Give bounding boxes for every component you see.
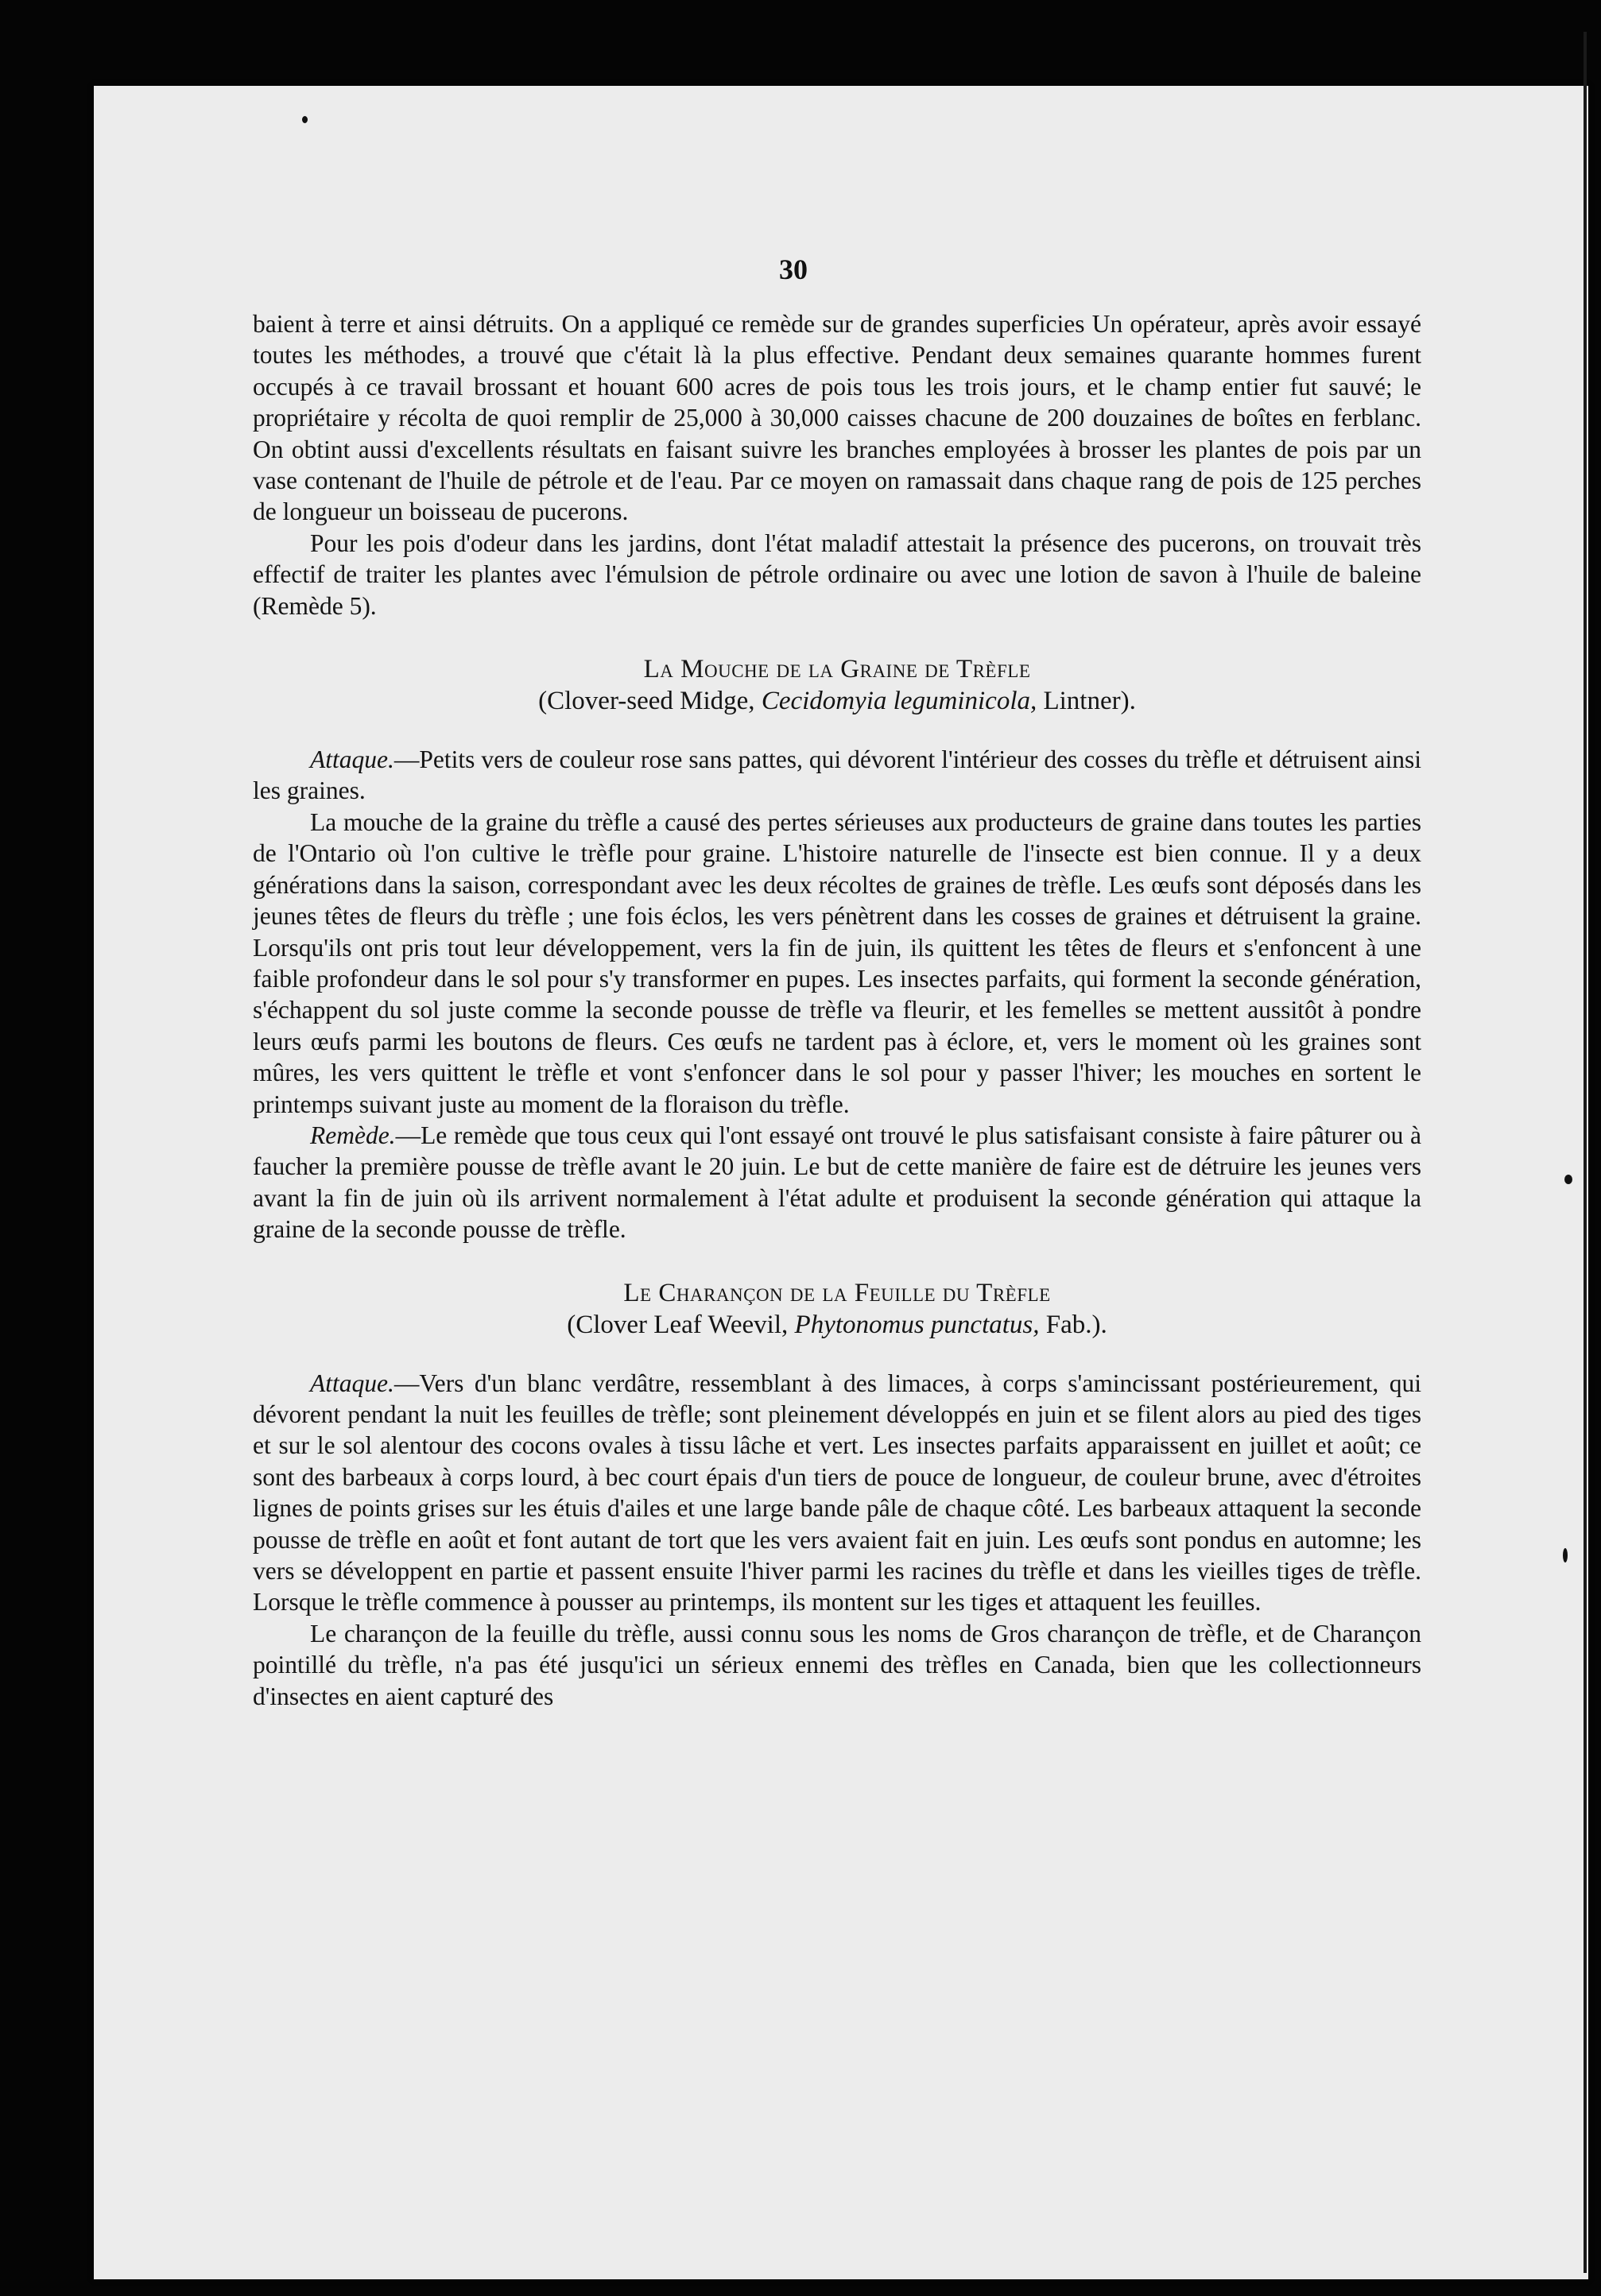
scan-edge <box>1584 32 1587 2273</box>
subtitle-author: Lintner). <box>1037 687 1136 716</box>
scan-speck <box>1563 1548 1568 1562</box>
page-number: 30 <box>779 254 808 285</box>
remedy-paragraph <box>253 1120 1421 1245</box>
attack-label: Attaque. <box>310 1369 394 1397</box>
attack-label: Attaque. <box>310 745 394 774</box>
subtitle-common-name: (Clover-seed Midge, <box>538 687 762 716</box>
remedy-text: —Le remède que tous ceux qui l'ont essayé ont trouvé le plus satisfaisant consiste à faire pâturer ou à faucher la première pousse de trèfle avant le 20 juin. Le but de cette manière de faire est de détruire les jeunes vers avant la fin de juin où ils arrivent normalement à l'état adulte et produisent la seconde génération qui attaque la graine de la seconde pousse de trèfle. <box>253 1121 1421 1244</box>
section-clover-seed-midge <box>253 653 1421 1245</box>
text-column <box>253 308 1421 1712</box>
scan-speck <box>1564 1175 1572 1184</box>
attack-text: —Petits vers de couleur rose sans pattes, qui dévorent l'intérieur des cosses du trèfle et détruisent ainsi les graines. <box>253 745 1421 805</box>
paragraph: baient à terre et ainsi détruits. On a appliqué ce remède sur de grandes superficies Un opérateur, après avoir essayé toutes les méthodes, a trouvé que c'était là la plus effective. Pendant deux semaines quarante hommes furent occupés à ce travail brossant et houant 600 acres de pois tous les trois jours, et le champ entier fut sauvé; le propriétaire y récolta de quoi remplir de 25,000 à 30,000 caisses chacune de 200 douzaines de boîtes en ferblanc. On obtint aussi d'excellents résultats en faisant suivre les branches employées à brosser les plantes de pois par un vase contenant de l'huile de pétrole et de l'eau. Par ce moyen on ramassait dans chaque rang de pois de 125 perches de longueur un boisseau de pucerons. <box>253 310 1421 526</box>
remedy-label: Remède. <box>310 1121 396 1149</box>
attack-paragraph <box>253 1368 1421 1618</box>
section-title: La Mouche de la Graine de Trèfle <box>643 655 1031 684</box>
subtitle-author: Fab.). <box>1039 1310 1107 1339</box>
subtitle-species: Cecidomyia leguminicola, <box>761 687 1037 716</box>
section-title: Le Charançon de la Feuille du Trèfle <box>623 1278 1051 1307</box>
section-subtitle <box>253 1309 1421 1341</box>
paragraph: Le charançon de la feuille du trèfle, aussi connu sous les noms de Gros charançon de trèfle, et de Charançon pointillé du trèfle, n'a pas été jusqu'ici un sérieux ennemi des trèfles en Canada, bien que les collectionneurs d'insectes en aient capturé des <box>253 1619 1421 1710</box>
attack-text: —Vers d'un blanc verdâtre, ressemblant à des limaces, à corps s'amincissant postérieurement, qui dévorent pendant la nuit les feuilles de trèfle; sont pleinement développés en juin et se filent alors au pied des tiges et sur le sol alentour des cocons ovales à tissu lâche et vert. Les insectes parfaits apparaissent en juillet et août; ce sont des barbeaux à corps lourd, à bec court épais d'un tiers de pouce de longueur, de couleur brune, avec d'étroites lignes de points grises sur les étuis d'ailes et une large bande pâle de chaque côté. Les barbeaux attaquent la seconde pousse de trèfle en août et font autant de tort que les vers avaient fait en juin. Les œufs sont pondus en automne; les vers se développent en partie et passent ensuite l'hiver parmi les racines du trèfle et dans les vieilles tiges de trèfle. Lorsque le trèfle commence à pousser au printemps, ils montent sur les tiges et attaquent les feuilles. <box>253 1369 1421 1616</box>
scan-speck <box>302 116 308 123</box>
subtitle-species: Phytonomus punctatus, <box>794 1310 1040 1339</box>
paragraph: Pour les pois d'odeur dans les jardins, dont l'état maladif attestait la présence des pucerons, on trouvait très effectif de traiter les plantes avec l'émulsion de pétrole ordinaire ou avec une lotion de savon à l'huile de baleine (Remède 5). <box>253 529 1421 620</box>
paragraph: La mouche de la graine du trèfle a causé des pertes sérieuses aux producteurs de graine dans toutes les parties de l'Ontario où l'on cultive le trèfle pour graine. L'histoire naturelle de l'insecte est bien connue. Il y a deux générations dans la saison, correspondant avec les deux récoltes de graines de trèfle. Les œufs sont déposés dans les jeunes têtes de fleurs du trèfle ; une fois éclos, les vers pénètrent dans les cosses de graines et détruisent la graine. Lorsqu'ils ont pris tout leur développement, vers la fin de juin, ils quittent les têtes de fleurs et s'enfoncent à une faible profondeur dans le sol pour s'y transformer en pupes. Les insectes parfaits, qui forment la seconde génération, s'échappent du sol juste comme la seconde pousse de trèfle va fleurir, et les femelles se mettent aussitôt à pondre leurs œufs parmi les boutons de fleurs. Ces œufs ne tardent pas à éclore, et, vers le moment où les graines sont mûres, les vers quittent le trèfle et vont s'enfoncer dans le sol pour y passer l'hiver; les mouches en sortent le printemps suivant juste au moment de la floraison du trèfle. <box>253 807 1421 1118</box>
scanned-page <box>94 86 1588 2279</box>
section-subtitle <box>253 685 1421 717</box>
subtitle-common-name: (Clover Leaf Weevil, <box>567 1310 795 1339</box>
section-clover-leaf-weevil <box>253 1277 1421 1712</box>
attack-paragraph <box>253 744 1421 807</box>
